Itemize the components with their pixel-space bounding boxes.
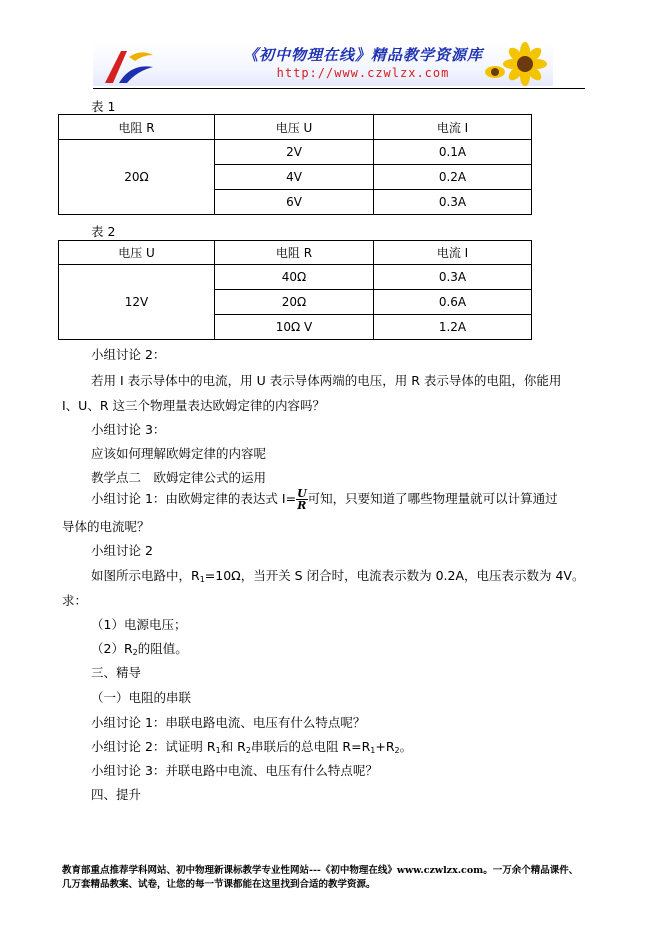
sunflower-icon [483, 42, 553, 86]
table1-cell: 2V [215, 140, 374, 165]
table2-cell: 40Ω [215, 265, 374, 290]
table2-cell: 0.6A [374, 290, 532, 315]
sub-question-2-text-b: 的阻值。 [137, 641, 188, 656]
discussion2-line1: 若用 I 表示导体中的电流，用 U 表示导体两端的电压，用 R 表示导体的电阻，你能用 [91, 373, 562, 388]
table1-cell: 6V [215, 190, 374, 215]
table2-header-cell: 电流 I [374, 241, 532, 265]
question1 [91, 488, 558, 511]
subscript: 1 [199, 575, 205, 584]
table2-header-cell: 电压 U [59, 241, 215, 265]
section-3-heading: 三、精导 [91, 665, 142, 680]
header-rule [93, 88, 585, 89]
table1 [58, 114, 532, 215]
footer-line1: 教育部重点推荐学科网站、初中物理新课标教学专业性网站---《初中物理在线》www.czwlzx.com。一万余个精品课件、 [62, 865, 579, 876]
series-q2-text-b: 和 R [220, 739, 246, 754]
table1-cell: 4V [215, 165, 374, 190]
table1-cell: 0.3A [374, 190, 532, 215]
table1-caption: 表 1 [91, 99, 116, 114]
fraction-numerator: U [297, 487, 307, 500]
table2-caption: 表 2 [91, 224, 116, 239]
fraction-denominator: R [297, 499, 307, 512]
table1-header-cell: 电阻 R [59, 115, 215, 140]
table1-cell: 0.2A [374, 165, 532, 190]
series-q2-text-e: 。 [399, 739, 413, 754]
subscript: 1 [215, 746, 221, 755]
table2-merged-cell: 12V [59, 265, 215, 340]
banner-url: http://www.czwlzx.com [276, 66, 450, 80]
discussion2-title: 小组讨论 2： [91, 347, 166, 362]
series-q2-text-d: +R [375, 739, 395, 754]
table1-cell: 0.1A [374, 140, 532, 165]
section-4-heading: 四、提升 [91, 787, 142, 802]
site-logo-icon [101, 45, 157, 85]
question1-text-a: 小组讨论 1：由欧姆定律的表达式 I= [91, 491, 297, 506]
discussion3-line: 应该如何理解欧姆定律的内容呢 [91, 446, 267, 461]
question2-text-b: =10Ω，当开关 S 闭合时，电流表示数为 0.2A，电压表示数为 4V。 [204, 568, 585, 583]
series-q2-text-a: 小组讨论 2：试证明 R [91, 739, 216, 754]
question1-text-b: 可知，只要知道了哪些物理量就可以计算通过 [307, 491, 558, 506]
question2-line2: 求： [62, 593, 88, 608]
table1-header-cell: 电压 U [215, 115, 374, 140]
series-q2-text-c: 串联后的总电阻 R=R [250, 739, 371, 754]
discussion3-title: 小组讨论 3： [91, 422, 166, 437]
footer-line2: 几万套精品教案、试卷，让您的每一节课都能在这里找到合适的教学资源。 [62, 879, 376, 890]
subscript: 1 [370, 746, 376, 755]
subscript: 2 [394, 746, 400, 755]
sub-question-2 [91, 639, 188, 657]
teaching-point-2: 教学点二 欧姆定律公式的运用 [91, 470, 267, 485]
table2-cell: 0.3A [374, 265, 532, 290]
question2-text-a: 如图所示电路中，R [91, 568, 200, 583]
question1-line2: 导体的电流呢？ [62, 519, 150, 534]
table1-merged-cell: 20Ω [59, 140, 215, 215]
table2 [58, 240, 532, 340]
sub-question-1: （1）电源电压； [91, 617, 187, 632]
table2-cell: 1.2A [374, 315, 532, 340]
subsection-1-heading: （一）电阻的串联 [91, 690, 192, 705]
page-footer [62, 864, 602, 892]
series-question-1: 小组讨论 1：串联电路电流、电压有什么特点呢？ [91, 715, 366, 730]
subscript: 2 [132, 648, 138, 657]
table2-cell: 20Ω [215, 290, 374, 315]
ohm-law-fraction [296, 488, 308, 511]
table2-cell: 10Ω V [215, 315, 374, 340]
question2-title: 小组讨论 2 [91, 543, 153, 558]
series-question-2 [91, 737, 412, 755]
table1-header-cell: 电流 I [374, 115, 532, 140]
series-question-3: 小组讨论 3：并联电路中电流、电压有什么特点呢？ [91, 763, 378, 778]
discussion2-line2: I、U、R 这三个物理量表达欧姆定律的内容吗？ [62, 398, 325, 413]
sub-question-2-text-a: （2）R [91, 641, 133, 656]
banner-title: 《初中物理在线》精品教学资源库 [242, 46, 483, 64]
question2-line1 [91, 566, 584, 584]
table2-header-cell: 电阻 R [215, 241, 374, 265]
subscript: 2 [245, 746, 251, 755]
header-banner [93, 42, 553, 86]
